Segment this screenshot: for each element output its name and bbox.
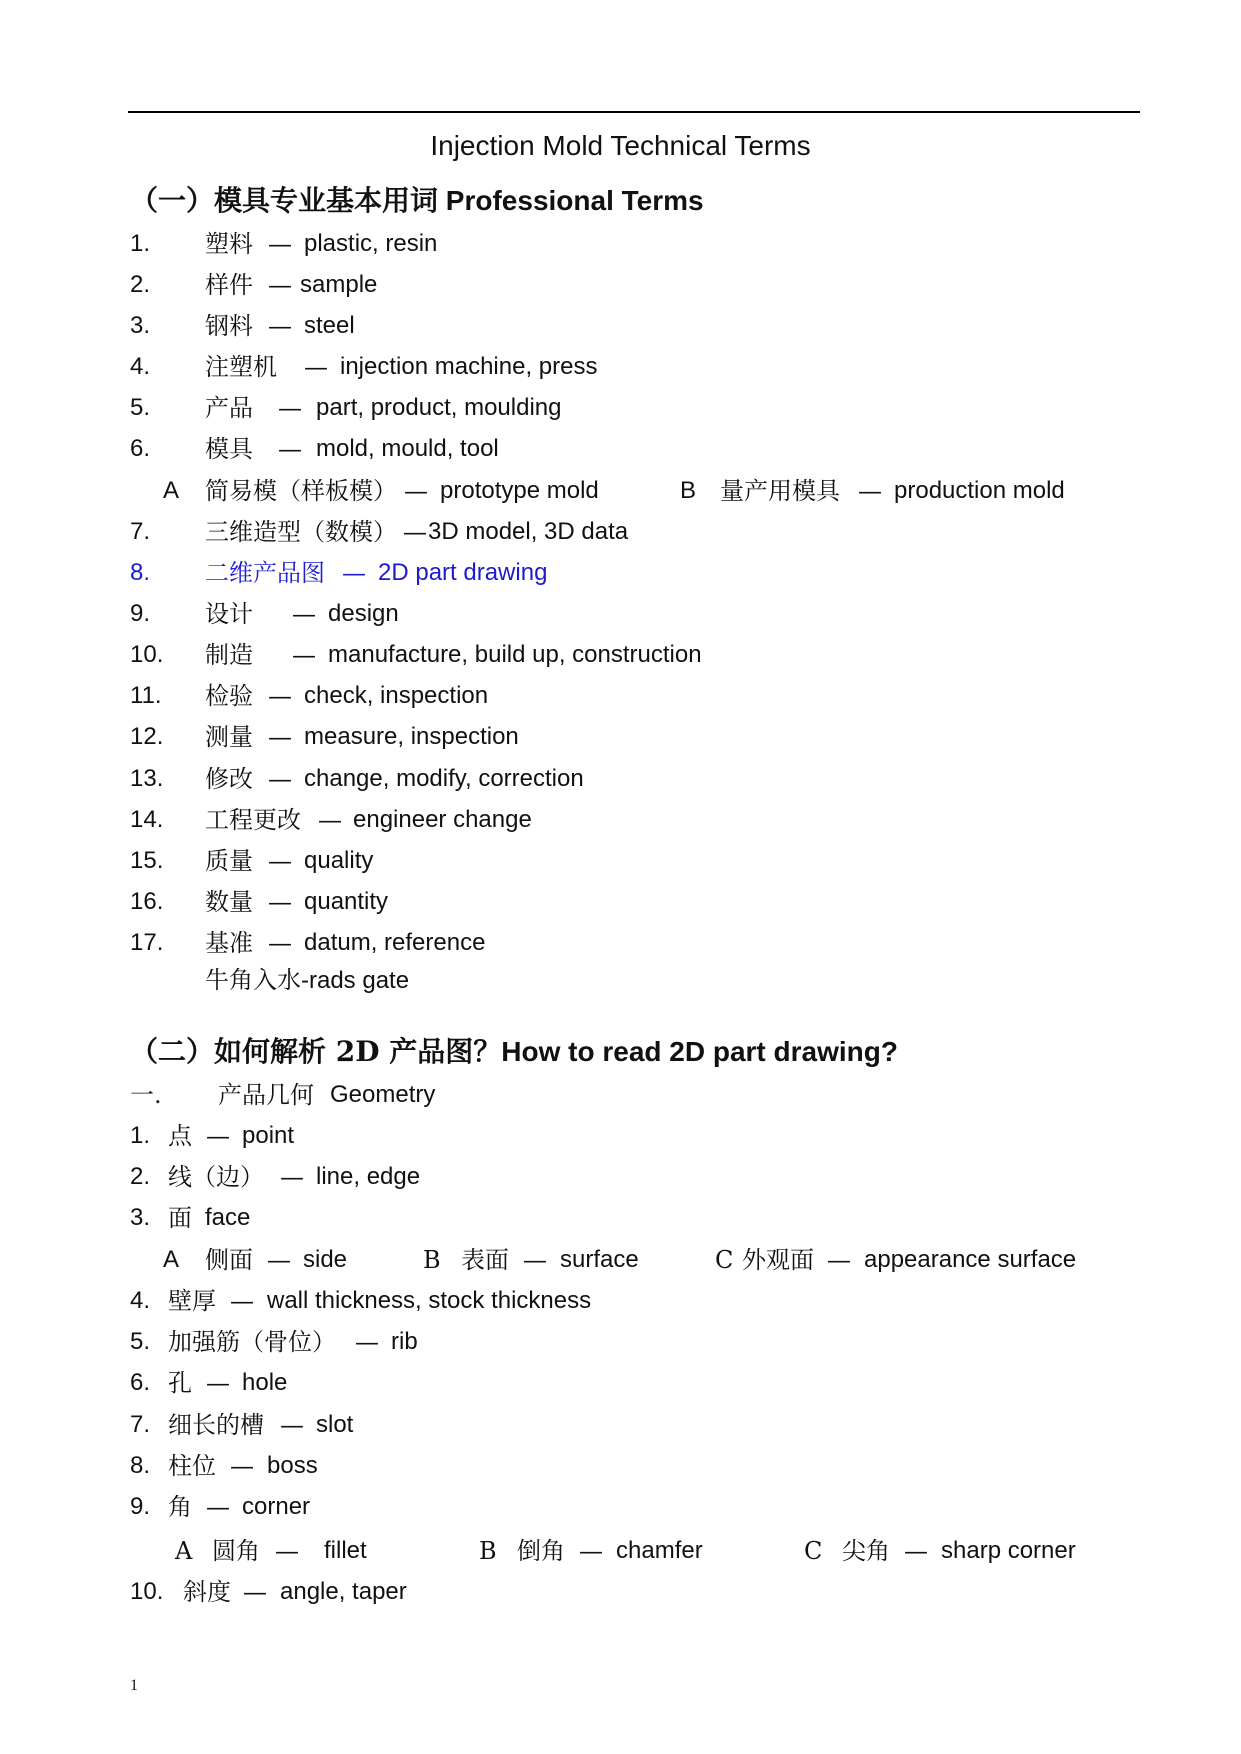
corner-dash-b: — xyxy=(579,1537,603,1565)
geometry-number: 4. xyxy=(130,1287,151,1314)
geometry-en: point xyxy=(242,1122,295,1149)
term-dash: — xyxy=(268,271,292,299)
term-en: quantity xyxy=(304,888,389,915)
term-row xyxy=(0,762,1241,796)
gate-note-en: -rads gate xyxy=(301,967,410,994)
term-dash: — xyxy=(268,765,292,793)
geometry-dash: — xyxy=(206,1122,230,1150)
term-row xyxy=(0,391,1241,425)
term-dash: — xyxy=(342,559,366,587)
term-en: 3D model, 3D data xyxy=(428,518,629,545)
term-dash: — xyxy=(278,394,302,422)
geometry-en: rib xyxy=(391,1328,418,1355)
term-number: 17. xyxy=(130,929,164,956)
term-row xyxy=(0,556,1241,590)
term-row xyxy=(0,638,1241,672)
geometry-number: 7. xyxy=(130,1411,151,1438)
term-en: measure, inspection xyxy=(304,723,519,750)
face-dash-b: — xyxy=(523,1246,547,1274)
geometry-en: line, edge xyxy=(316,1163,421,1190)
face-en-c: appearance surface xyxy=(864,1246,1077,1273)
term-cn: 质量 xyxy=(205,847,253,875)
face-dash-a: — xyxy=(267,1246,291,1274)
term-dash: — xyxy=(268,929,292,957)
geometry-row xyxy=(0,1449,1241,1483)
term-dash: — xyxy=(403,518,427,546)
term-cn: 样件 xyxy=(205,271,253,299)
term-cn: 检验 xyxy=(205,682,253,710)
geometry-dash: — xyxy=(206,1493,230,1521)
subsection-num: 一. xyxy=(130,1081,162,1109)
term-dash: — xyxy=(268,312,292,340)
term-en: injection machine, press xyxy=(340,353,598,380)
term-dash: — xyxy=(292,600,316,628)
section1-heading xyxy=(130,182,704,220)
sub-letter-a: A xyxy=(163,477,180,504)
term-en: design xyxy=(328,600,399,627)
geometry-en: slot xyxy=(316,1411,354,1438)
term-dash: — xyxy=(268,847,292,875)
term-row xyxy=(0,803,1241,837)
corner-en-a: fillet xyxy=(324,1537,367,1564)
corner-dash-c: — xyxy=(904,1537,928,1565)
geometry-row xyxy=(0,1284,1241,1318)
term-row xyxy=(0,885,1241,919)
term-row xyxy=(0,720,1241,754)
gate-note-cn: 牛角入水 xyxy=(205,966,301,994)
term-dash: — xyxy=(292,641,316,669)
geometry-en: angle, taper xyxy=(280,1578,407,1605)
term-row xyxy=(0,268,1241,302)
item6-subtypes xyxy=(0,474,1241,508)
term-number: 5. xyxy=(130,394,151,421)
sub-dash-b: — xyxy=(858,477,882,505)
term-row xyxy=(0,309,1241,343)
term-number: 3. xyxy=(130,312,151,339)
geometry-row xyxy=(0,1490,1241,1524)
term-number: 13. xyxy=(130,765,164,792)
term-cn: 三维造型（数模） xyxy=(205,518,397,546)
geometry-dash: — xyxy=(230,1452,254,1480)
term-en: steel xyxy=(304,312,355,339)
corner-cn-a: 圆角 xyxy=(212,1537,260,1565)
corner-dash-a: — xyxy=(275,1537,299,1565)
geometry-en: boss xyxy=(267,1452,318,1479)
geometry-cn: 细长的槽 xyxy=(168,1411,264,1439)
geometry-en: face xyxy=(205,1204,251,1231)
term-row xyxy=(0,679,1241,713)
face-cn-a: 侧面 xyxy=(205,1246,253,1274)
corner-cn-b: 倒角 xyxy=(517,1537,565,1565)
term-row xyxy=(0,227,1241,261)
geometry-cn: 柱位 xyxy=(168,1452,216,1480)
term-dash: — xyxy=(278,435,302,463)
term-cn: 钢料 xyxy=(205,312,253,340)
sub-letter-b: B xyxy=(680,477,697,504)
geometry-number: 10. xyxy=(130,1578,164,1605)
geometry-number: 5. xyxy=(130,1328,151,1355)
corner-letter-c: C xyxy=(804,1537,823,1565)
geometry-dash: — xyxy=(280,1163,304,1191)
face-en-a: side xyxy=(303,1246,348,1273)
geometry-row xyxy=(0,1119,1241,1153)
face-letter-c: C xyxy=(715,1246,734,1274)
geometry-number: 1. xyxy=(130,1122,151,1149)
sub-dash-a: — xyxy=(404,477,428,505)
subsection-cn: 产品几何 xyxy=(218,1081,314,1109)
geometry-cn: 面 xyxy=(168,1204,192,1232)
geometry-cn: 加强筋（骨位） xyxy=(168,1328,336,1356)
term-dash: — xyxy=(268,723,292,751)
face-letter-a: A xyxy=(163,1246,180,1273)
geometry-row xyxy=(0,1408,1241,1442)
section1-heading-en: Professional Terms xyxy=(445,185,704,216)
term-dash: — xyxy=(268,230,292,258)
face-cn-b: 表面 xyxy=(461,1246,509,1274)
term-cn: 修改 xyxy=(205,765,253,793)
corner-letter-a: A xyxy=(175,1537,193,1565)
term-number: 1. xyxy=(130,230,151,257)
term-row xyxy=(0,597,1241,631)
corner-en-c: sharp corner xyxy=(941,1537,1076,1564)
sub-cn-b: 量产用模具 xyxy=(720,477,840,505)
section2-heading-en: How to read 2D part drawing? xyxy=(501,1036,898,1067)
face-letter-b: B xyxy=(423,1246,441,1274)
face-cn-c: 外观面 xyxy=(742,1246,814,1274)
term-en: change, modify, correction xyxy=(304,765,584,792)
term-number: 9. xyxy=(130,600,151,627)
geometry-en: wall thickness, stock thickness xyxy=(267,1287,592,1314)
corner-cn-c: 尖角 xyxy=(842,1537,890,1565)
term-cn: 产品 xyxy=(205,394,253,422)
term-en: datum, reference xyxy=(304,929,486,956)
geometry-dash: — xyxy=(243,1578,267,1606)
term-cn: 工程更改 xyxy=(205,806,301,834)
section2-heading xyxy=(130,1033,898,1071)
term-cn: 设计 xyxy=(205,600,253,628)
geometry-number: 3. xyxy=(130,1204,151,1231)
section2-heading-cn: （二）如何解析 2D 产品图？ xyxy=(130,1035,502,1068)
term-number: 4. xyxy=(130,353,151,380)
term-number: 8. xyxy=(130,559,151,586)
term-number: 6. xyxy=(130,435,151,462)
face-subtypes xyxy=(0,1243,1241,1277)
section1-heading-cn: （一）模具专业基本用词 xyxy=(130,184,439,217)
term-row xyxy=(0,432,1241,466)
term-cn: 模具 xyxy=(205,435,253,463)
term-number: 16. xyxy=(130,888,164,915)
face-en-b: surface xyxy=(560,1246,639,1273)
term-cn: 基准 xyxy=(205,929,253,957)
term-row xyxy=(0,844,1241,878)
term-en: plastic, resin xyxy=(304,230,438,257)
corner-subtypes xyxy=(0,1534,1241,1568)
geometry-cn: 斜度 xyxy=(183,1578,231,1606)
subsection-geometry xyxy=(0,1078,1241,1112)
geometry-number: 9. xyxy=(130,1493,151,1520)
geometry-cn: 孔 xyxy=(168,1369,192,1397)
subsection-en: Geometry xyxy=(330,1081,436,1108)
header-rule xyxy=(128,111,1140,113)
term-cn: 制造 xyxy=(205,641,253,669)
term-number: 11. xyxy=(130,682,162,709)
geometry-row xyxy=(0,1366,1241,1400)
term-number: 12. xyxy=(130,723,164,750)
document-title: Injection Mold Technical Terms xyxy=(430,130,811,161)
geometry-number: 6. xyxy=(130,1369,151,1396)
term-en: engineer change xyxy=(353,806,532,833)
geometry-cn: 线（边） xyxy=(168,1163,264,1191)
geometry-dash: — xyxy=(355,1328,379,1356)
geometry-cn: 角 xyxy=(168,1493,192,1521)
term-number: 7. xyxy=(130,518,151,545)
term-en: manufacture, build up, construction xyxy=(328,641,702,668)
geometry-dash: — xyxy=(230,1287,254,1315)
term-row xyxy=(0,926,1241,960)
corner-en-b: chamfer xyxy=(616,1537,703,1564)
geometry-number: 2. xyxy=(130,1163,151,1190)
term-number: 2. xyxy=(130,271,151,298)
term-en: part, product, moulding xyxy=(316,394,562,421)
geometry-cn: 壁厚 xyxy=(168,1287,216,1315)
term-row xyxy=(0,350,1241,384)
term-cn: 塑料 xyxy=(205,230,253,258)
term-cn: 数量 xyxy=(205,888,253,916)
term-number: 15. xyxy=(130,847,164,874)
geometry-en: corner xyxy=(242,1493,311,1520)
geometry-number: 8. xyxy=(130,1452,151,1479)
term-cn: 注塑机 xyxy=(205,353,277,381)
term-dash: — xyxy=(318,806,342,834)
geometry-en: hole xyxy=(242,1369,288,1396)
term-en: quality xyxy=(304,847,374,874)
term-en: mold, mould, tool xyxy=(316,435,499,462)
geometry-row xyxy=(0,1575,1241,1609)
term-number: 14. xyxy=(130,806,164,833)
geometry-dash: — xyxy=(206,1369,230,1397)
term-en: 2D part drawing xyxy=(378,559,548,586)
sub-en-b: production mold xyxy=(894,477,1065,504)
term-number: 10. xyxy=(130,641,164,668)
sub-cn-a: 简易模（样板模） xyxy=(205,477,397,505)
term-cn: 测量 xyxy=(205,723,253,751)
term-dash: — xyxy=(304,353,328,381)
geometry-dash: — xyxy=(280,1411,304,1439)
gate-note xyxy=(0,963,1241,997)
geometry-row xyxy=(0,1325,1241,1359)
term-dash: — xyxy=(268,888,292,916)
term-dash: — xyxy=(268,682,292,710)
geometry-row xyxy=(0,1160,1241,1194)
face-dash-c: — xyxy=(827,1246,851,1274)
term-row xyxy=(0,515,1241,549)
term-en: check, inspection xyxy=(304,682,489,709)
term-en: sample xyxy=(300,271,378,298)
geometry-row xyxy=(0,1201,1241,1235)
sub-en-a: prototype mold xyxy=(440,477,599,504)
corner-letter-b: B xyxy=(479,1537,497,1565)
geometry-cn: 点 xyxy=(168,1122,192,1150)
page-number: 1 xyxy=(130,1677,138,1694)
term-cn: 二维产品图 xyxy=(205,559,325,587)
